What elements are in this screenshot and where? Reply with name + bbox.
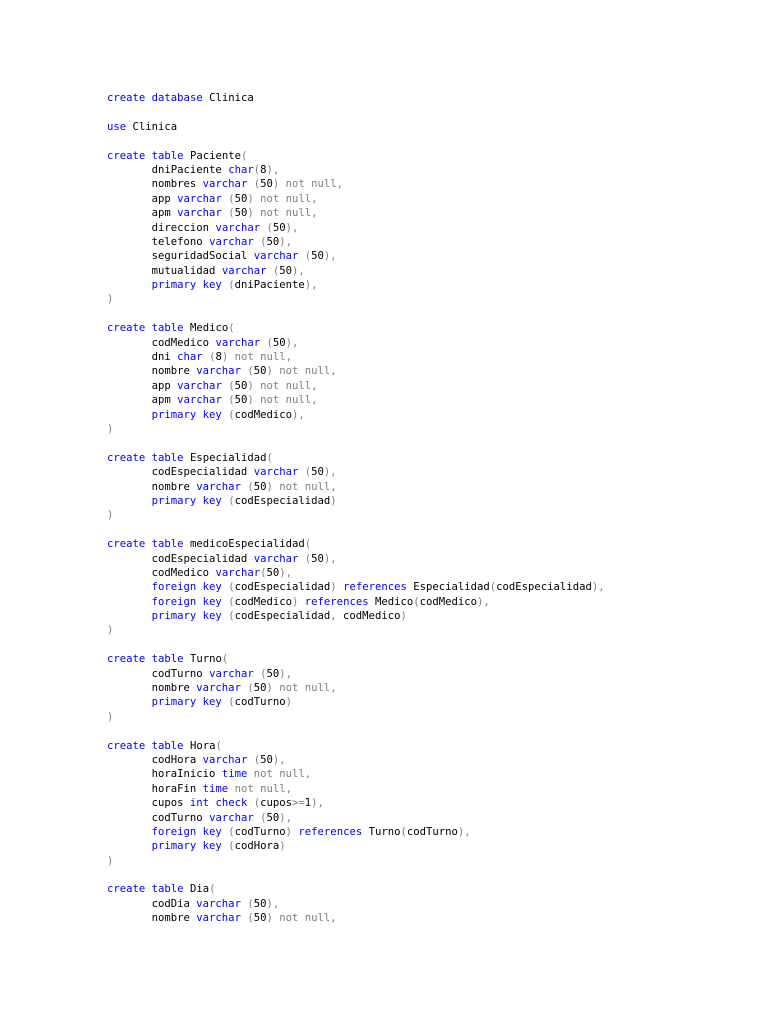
punctuation-token: ): [107, 293, 114, 306]
code-text: [107, 279, 152, 291]
code-text: apm: [107, 207, 178, 220]
code-line: [107, 221, 605, 235]
code-line: [107, 681, 605, 695]
punctuation-token: (: [260, 667, 267, 680]
punctuation-token: (: [304, 552, 312, 565]
code-text: 50: [266, 566, 280, 579]
keyword-token: varchar: [209, 811, 254, 824]
punctuation-token: not null,: [279, 682, 337, 695]
code-text: codHora: [107, 753, 203, 766]
code-text: medicoEspecialidad: [183, 538, 305, 551]
code-text: Especialidad: [183, 451, 267, 464]
punctuation-token: (: [266, 221, 273, 234]
punctuation-token: ): [107, 422, 114, 435]
code-line: [107, 667, 605, 681]
keyword-token: use: [107, 120, 127, 133]
keyword-token: check: [215, 797, 248, 810]
keyword-token: table: [151, 739, 184, 752]
code-line: [107, 767, 605, 781]
code-text: codEspecialidad: [107, 466, 254, 479]
code-text: codMedico: [336, 610, 401, 623]
code-line: [107, 796, 605, 810]
punctuation-token: not null,: [279, 912, 337, 925]
code-line: [107, 494, 605, 508]
keyword-token: primary key: [151, 408, 222, 421]
code-line: [107, 609, 605, 623]
keyword-token: create: [107, 739, 146, 752]
code-line: [107, 508, 605, 522]
code-line: [107, 163, 605, 177]
code-line: [107, 537, 605, 551]
code-line: [107, 782, 605, 796]
code-text: nombre: [107, 365, 197, 378]
code-text: nombre: [107, 682, 197, 695]
punctuation-token: ),: [477, 595, 490, 608]
code-text: app: [107, 379, 178, 392]
punctuation-token: ): [107, 854, 114, 867]
keyword-token: references: [304, 595, 369, 608]
code-line: [107, 868, 605, 882]
code-line: [107, 278, 605, 292]
keyword-token: foreign key: [151, 825, 222, 838]
punctuation-token: ): [285, 825, 293, 838]
keyword-token: varchar: [196, 480, 241, 493]
code-text: Medico: [368, 595, 414, 608]
punctuation-token: (: [247, 912, 254, 925]
keyword-token: char: [177, 351, 203, 364]
punctuation-token: ): [247, 207, 254, 220]
punctuation-token: (: [260, 811, 267, 824]
keyword-token: varchar: [209, 667, 254, 680]
punctuation-token: (: [253, 797, 261, 810]
punctuation-token: (: [228, 379, 235, 392]
keyword-token: varchar: [221, 264, 267, 277]
punctuation-token: ),: [285, 221, 299, 234]
code-text: 50: [234, 207, 248, 220]
code-text: nombre: [107, 480, 197, 493]
code-text: 50: [253, 897, 267, 910]
code-text: 50: [311, 250, 324, 263]
keyword-token: varchar: [202, 178, 248, 191]
keyword-token: varchar: [209, 235, 254, 248]
code-text: 8: [215, 351, 222, 364]
code-line: [107, 825, 605, 839]
punctuation-token: not null,: [253, 768, 312, 781]
punctuation-token: (: [304, 538, 312, 551]
punctuation-token: (: [228, 696, 235, 709]
code-text: Clinica: [202, 92, 254, 104]
code-text: codTurno: [406, 825, 458, 838]
punctuation-token: ): [400, 610, 407, 623]
code-line: [107, 206, 605, 220]
code-line: [107, 321, 605, 335]
code-line: [107, 753, 605, 767]
code-text: 50: [234, 379, 248, 392]
keyword-token: primary key: [151, 494, 222, 507]
code-text: [107, 581, 152, 593]
code-text: 50: [266, 667, 280, 680]
code-line: [107, 422, 605, 436]
code-text: cupos: [107, 797, 190, 810]
code-line: [107, 710, 605, 724]
keyword-token: table: [151, 451, 184, 464]
code-text: 50: [260, 178, 273, 191]
punctuation-token: ): [266, 365, 273, 378]
code-text: codHora: [234, 840, 280, 853]
keyword-token: primary key: [151, 610, 222, 623]
code-line: [107, 177, 605, 191]
code-text: 50: [253, 480, 267, 493]
code-line: [107, 264, 605, 278]
code-line: [107, 854, 605, 868]
code-text: codMedico: [107, 336, 216, 349]
code-line: [107, 364, 605, 378]
code-text: codEspecialidad: [234, 610, 331, 623]
punctuation-token: (: [228, 840, 235, 853]
punctuation-token: ,: [330, 610, 337, 623]
punctuation-token: ): [279, 840, 286, 853]
punctuation-token: ): [221, 351, 229, 364]
punctuation-token: (: [228, 279, 235, 292]
punctuation-token: not null,: [260, 379, 318, 392]
keyword-token: table: [151, 883, 184, 896]
punctuation-token: not null,: [260, 394, 318, 407]
sql-code-block: [107, 91, 605, 926]
code-line: [107, 897, 605, 911]
code-text: codEspecialidad: [234, 494, 331, 507]
keyword-token: varchar: [253, 466, 299, 479]
punctuation-token: ),: [272, 753, 286, 766]
keyword-token: create: [107, 883, 146, 896]
keyword-token: database: [151, 92, 203, 104]
punctuation-token: (: [228, 322, 235, 335]
code-text: Clinica: [126, 120, 178, 133]
punctuation-token: ): [107, 624, 114, 637]
code-text: 1: [304, 797, 312, 810]
punctuation-token: ): [266, 480, 273, 493]
code-line: [107, 739, 605, 753]
punctuation-token: ): [330, 581, 337, 594]
keyword-token: references: [343, 581, 407, 594]
code-text: horaFin: [107, 782, 203, 795]
keyword-token: time: [202, 782, 229, 795]
code-line: [107, 105, 605, 119]
code-line: [107, 595, 605, 609]
code-text: Turno: [362, 825, 401, 838]
code-line: [107, 91, 605, 105]
keyword-token: create: [107, 538, 146, 551]
code-line: [107, 652, 605, 666]
code-text: codTurno: [107, 811, 210, 824]
code-text: cupos: [260, 797, 293, 810]
keyword-token: varchar: [215, 221, 261, 234]
keyword-token: varchar: [177, 379, 222, 392]
punctuation-token: not null,: [260, 207, 318, 220]
punctuation-token: (: [266, 336, 273, 349]
code-text: [107, 495, 152, 507]
code-text: codMedico: [234, 595, 293, 608]
punctuation-token: ),: [279, 811, 293, 824]
punctuation-token: (: [253, 163, 261, 176]
code-text: Medico: [183, 322, 229, 335]
punctuation-token: ): [107, 710, 114, 723]
punctuation-token: ),: [311, 797, 324, 810]
keyword-token: table: [151, 322, 184, 335]
keyword-token: table: [151, 653, 184, 666]
code-text: apm: [107, 394, 178, 407]
code-text: 50: [260, 753, 273, 766]
code-text: Dia: [183, 883, 210, 896]
code-line: [107, 724, 605, 738]
punctuation-token: (: [400, 825, 407, 838]
keyword-token: char: [228, 163, 254, 176]
punctuation-token: ),: [323, 250, 337, 263]
keyword-token: varchar: [196, 682, 241, 695]
code-line: [107, 350, 605, 364]
code-text: codEspecialidad: [496, 581, 592, 594]
punctuation-token: ): [107, 509, 114, 522]
code-text: 50: [266, 235, 280, 248]
keyword-token: varchar: [177, 207, 222, 220]
keyword-token: foreign key: [151, 595, 222, 608]
keyword-token: varchar: [215, 336, 261, 349]
punctuation-token: ),: [266, 163, 280, 176]
code-text: 50: [266, 811, 280, 824]
punctuation-token: (: [221, 653, 229, 666]
punctuation-token: (: [247, 480, 254, 493]
code-text: codMedico: [419, 595, 478, 608]
code-text: codMedico: [107, 566, 216, 579]
code-text: nombre: [107, 912, 197, 925]
code-text: dni: [107, 351, 178, 364]
code-text: [107, 696, 152, 708]
code-text: dniPaciente: [107, 163, 229, 176]
code-text: Especialidad: [406, 581, 490, 594]
punctuation-token: ),: [323, 552, 337, 565]
punctuation-token: (: [228, 825, 235, 838]
keyword-token: create: [107, 451, 146, 464]
code-text: mutualidad: [107, 264, 222, 277]
code-line: [107, 638, 605, 652]
keyword-token: primary key: [151, 696, 222, 709]
keyword-token: create: [107, 92, 146, 104]
keyword-token: create: [107, 322, 146, 335]
punctuation-token: (: [228, 581, 235, 594]
punctuation-token: (: [413, 595, 420, 608]
code-line: [107, 623, 605, 637]
code-text: 50: [311, 552, 324, 565]
code-text: codTurno: [234, 825, 286, 838]
code-line: [107, 552, 605, 566]
code-line: [107, 839, 605, 853]
keyword-token: table: [151, 149, 184, 162]
punctuation-token: ),: [285, 336, 299, 349]
code-text: [107, 596, 152, 608]
keyword-token: int: [189, 797, 210, 810]
punctuation-token: (: [228, 408, 235, 421]
keyword-token: foreign key: [151, 581, 222, 594]
code-text: 50: [272, 336, 286, 349]
code-text: horaInicio: [107, 768, 222, 781]
code-text: codMedico: [234, 408, 293, 421]
code-text: [107, 409, 152, 421]
code-text: [107, 840, 152, 852]
punctuation-token: ),: [279, 667, 293, 680]
punctuation-token: (: [247, 897, 254, 910]
keyword-token: create: [107, 149, 146, 162]
code-line: [107, 379, 605, 393]
code-line: [107, 451, 605, 465]
code-line: [107, 695, 605, 709]
code-text: Hora: [183, 739, 216, 752]
code-text: [107, 610, 152, 622]
punctuation-token: ),: [323, 466, 337, 479]
code-text: 50: [279, 264, 293, 277]
punctuation-token: ),: [266, 897, 280, 910]
keyword-token: create: [107, 653, 146, 666]
punctuation-token: ): [330, 494, 337, 507]
keyword-token: primary key: [151, 840, 222, 853]
punctuation-token: ): [285, 696, 293, 709]
code-line: [107, 120, 605, 134]
code-text: Paciente: [183, 149, 241, 162]
code-line: [107, 911, 605, 925]
punctuation-token: (: [247, 682, 254, 695]
punctuation-token: (: [260, 235, 267, 248]
code-text: 50: [253, 365, 267, 378]
punctuation-token: ): [266, 682, 273, 695]
code-line: [107, 235, 605, 249]
code-line: [107, 811, 605, 825]
code-line: [107, 465, 605, 479]
punctuation-token: (: [253, 178, 261, 191]
punctuation-token: (: [266, 451, 273, 464]
code-line: [107, 408, 605, 422]
punctuation-token: ): [247, 192, 254, 205]
keyword-token: time: [221, 768, 248, 781]
punctuation-token: not null,: [234, 782, 292, 795]
punctuation-token: (: [228, 394, 235, 407]
keyword-token: varchar: [202, 753, 248, 766]
code-text: app: [107, 192, 178, 205]
code-text: telefono: [107, 235, 210, 248]
punctuation-token: ): [247, 394, 254, 407]
punctuation-token: (: [209, 883, 216, 896]
punctuation-token: ): [266, 912, 273, 925]
code-text: codTurno: [107, 667, 210, 680]
code-text: [107, 826, 152, 838]
punctuation-token: (: [215, 739, 222, 752]
punctuation-token: not null,: [285, 178, 344, 191]
punctuation-token: ),: [279, 566, 293, 579]
code-line: [107, 192, 605, 206]
punctuation-token: ),: [292, 408, 305, 421]
punctuation-token: ): [292, 595, 299, 608]
punctuation-token: ),: [457, 825, 471, 838]
code-text: 50: [253, 682, 267, 695]
code-text: direccion: [107, 221, 216, 234]
code-line: [107, 523, 605, 537]
code-text: 8: [260, 163, 267, 176]
keyword-token: varchar: [177, 394, 222, 407]
code-text: seguridadSocial: [107, 250, 254, 263]
code-line: [107, 393, 605, 407]
punctuation-token: (: [304, 250, 312, 263]
code-line: [107, 149, 605, 163]
code-line: [107, 436, 605, 450]
punctuation-token: (: [489, 581, 497, 594]
keyword-token: table: [151, 538, 184, 551]
punctuation-token: (: [228, 192, 235, 205]
code-text: Turno: [183, 653, 222, 666]
punctuation-token: ): [247, 379, 254, 392]
code-text: 50: [234, 192, 248, 205]
code-text: dniPaciente: [234, 279, 305, 292]
keyword-token: varchar: [196, 897, 241, 910]
punctuation-token: ),: [279, 235, 293, 248]
code-line: [107, 292, 605, 306]
punctuation-token: (: [228, 595, 235, 608]
punctuation-token: not null,: [279, 480, 337, 493]
keyword-token: varchar: [196, 365, 241, 378]
code-line: [107, 882, 605, 896]
punctuation-token: ),: [304, 279, 318, 292]
punctuation-token: (: [228, 207, 235, 220]
keyword-token: varchar: [253, 250, 299, 263]
code-text: codTurno: [234, 696, 286, 709]
punctuation-token: not null,: [234, 351, 293, 364]
punctuation-token: (: [260, 566, 267, 579]
code-line: [107, 307, 605, 321]
code-line: [107, 480, 605, 494]
code-text: 50: [311, 466, 324, 479]
punctuation-token: ),: [591, 581, 605, 594]
punctuation-token: not null,: [279, 365, 337, 378]
code-text: 50: [234, 394, 248, 407]
keyword-token: varchar: [196, 912, 241, 925]
keyword-token: varchar: [177, 192, 222, 205]
code-line: [107, 249, 605, 263]
keyword-token: varchar: [215, 566, 261, 579]
punctuation-token: not null,: [260, 192, 318, 205]
punctuation-token: >=: [292, 797, 305, 810]
punctuation-token: (: [247, 365, 254, 378]
code-text: codEspecialidad: [234, 581, 331, 594]
punctuation-token: (: [240, 149, 248, 162]
punctuation-token: ): [272, 178, 280, 191]
code-line: [107, 580, 605, 594]
punctuation-token: ),: [292, 264, 305, 277]
code-text: codDia: [107, 897, 197, 910]
code-line: [107, 336, 605, 350]
code-line: [107, 134, 605, 148]
punctuation-token: (: [253, 753, 261, 766]
code-line: [107, 566, 605, 580]
punctuation-token: (: [209, 351, 216, 364]
punctuation-token: (: [228, 494, 235, 507]
code-text: 50: [253, 912, 267, 925]
punctuation-token: (: [228, 610, 235, 623]
keyword-token: primary key: [151, 279, 222, 292]
punctuation-token: (: [304, 466, 312, 479]
code-text: codEspecialidad: [107, 552, 254, 565]
code-text: nombres: [107, 178, 203, 191]
keyword-token: references: [298, 825, 363, 838]
code-text: 50: [272, 221, 286, 234]
keyword-token: varchar: [253, 552, 299, 565]
punctuation-token: (: [272, 264, 280, 277]
